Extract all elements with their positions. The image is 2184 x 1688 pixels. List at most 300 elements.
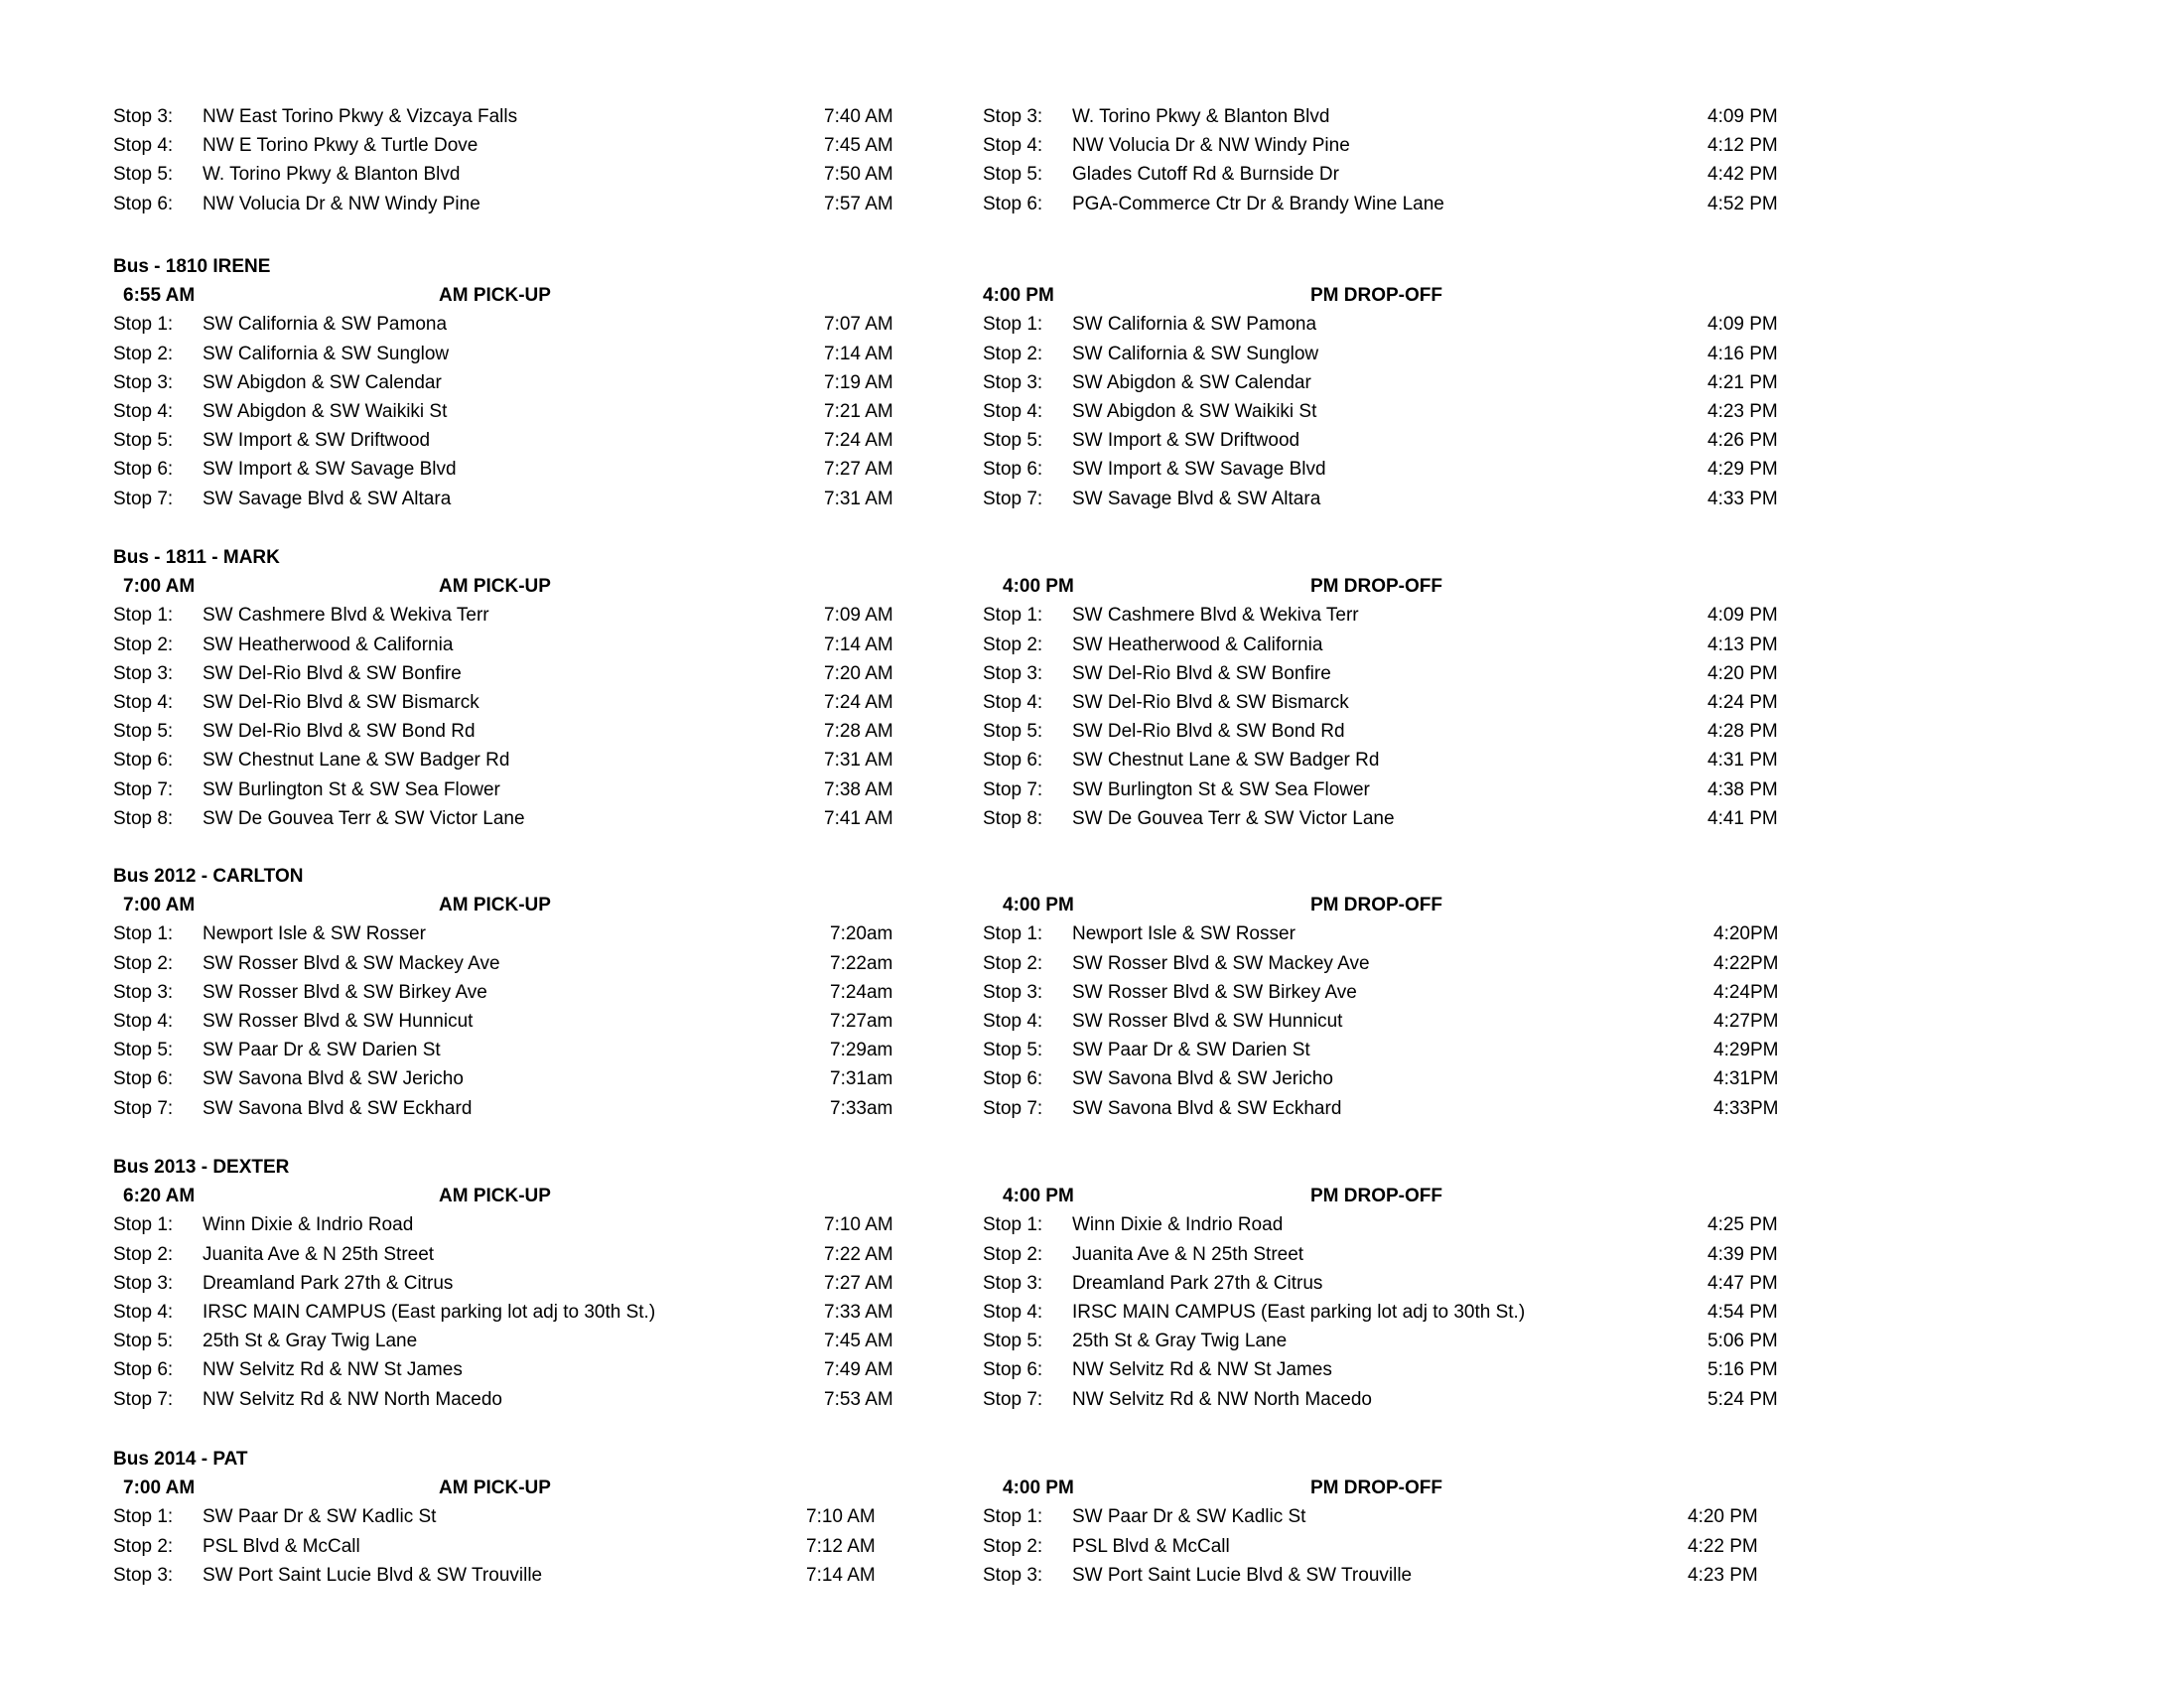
pm-stop-row	[983, 131, 1876, 160]
stop-label: Stop 1:	[983, 1506, 1043, 1528]
stop-address: SW De Gouvea Terr & SW Victor Lane	[203, 807, 525, 829]
pm-stop-row	[983, 1094, 1876, 1123]
stop-address: Newport Isle & SW Rosser	[1072, 923, 1296, 945]
stop-label: Stop 4:	[113, 1011, 174, 1032]
stop-time: 4:29PM	[1713, 1040, 1779, 1061]
stop-time: 7:27 AM	[824, 459, 893, 481]
am-stop-row	[113, 717, 1007, 746]
stop-label: Stop 1:	[983, 314, 1043, 336]
stop-time: 4:22PM	[1713, 952, 1779, 974]
stop-address: Winn Dixie & Indrio Road	[1072, 1214, 1284, 1236]
stop-time: 4:31 PM	[1707, 750, 1778, 772]
stop-time: 7:22 AM	[824, 1243, 893, 1265]
pm-stop-row	[983, 1064, 1876, 1093]
stop-address: SW Abigdon & SW Calendar	[203, 371, 442, 393]
stop-time: 7:53 AM	[824, 1388, 893, 1410]
stop-time: 7:28 AM	[824, 721, 893, 743]
stop-time: 7:29am	[830, 1040, 893, 1061]
am-stop-row	[113, 368, 1007, 397]
stop-address: SW Import & SW Savage Blvd	[1072, 459, 1326, 481]
stop-address: SW Chestnut Lane & SW Badger Rd	[203, 750, 510, 772]
stop-label: Stop 6:	[983, 193, 1043, 214]
am-pickup-title: AM PICK-UP	[439, 1477, 551, 1499]
stop-time: 7:45 AM	[824, 1331, 893, 1352]
pm-stop-row	[983, 659, 1876, 688]
stop-time: 7:24am	[830, 981, 893, 1003]
stop-time: 4:20 PM	[1688, 1506, 1758, 1528]
am-departure-time: 7:00 AM	[123, 895, 196, 916]
stop-address: 25th St & Gray Twig Lane	[1072, 1331, 1288, 1352]
pm-stop-row	[983, 717, 1876, 746]
am-stop-row	[113, 978, 1007, 1007]
stop-label: Stop 7:	[983, 488, 1043, 509]
stop-label: Stop 2:	[983, 952, 1043, 974]
stop-label: Stop 6:	[113, 750, 174, 772]
stop-label: Stop 3:	[113, 1272, 174, 1294]
stop-label: Stop 5:	[113, 721, 174, 743]
stop-label: Stop 1:	[113, 1506, 174, 1528]
stop-label: Stop 1:	[113, 314, 174, 336]
am-pickup-title: AM PICK-UP	[439, 1186, 551, 1207]
stop-address: SW Del-Rio Blvd & SW Bismarck	[1072, 692, 1349, 713]
stop-label: Stop 6:	[113, 1359, 174, 1381]
stop-time: 4:16 PM	[1707, 343, 1778, 364]
am-departure-time: 6:55 AM	[123, 285, 196, 307]
bus-title: Bus 2013 - DEXTER	[113, 1157, 290, 1178]
stop-time: 4:52 PM	[1707, 193, 1778, 214]
am-stop-row	[113, 775, 1007, 804]
pm-header	[1003, 1182, 1698, 1210]
pm-stop-row	[983, 978, 1876, 1007]
stop-time: 5:06 PM	[1707, 1331, 1778, 1352]
stop-time: 4:33 PM	[1707, 488, 1778, 509]
stop-label: Stop 2:	[983, 343, 1043, 364]
pm-stop-row	[983, 1007, 1876, 1036]
am-departure-time: 6:20 AM	[123, 1186, 196, 1207]
am-header	[123, 1474, 818, 1502]
am-pickup-title: AM PICK-UP	[439, 285, 551, 307]
stop-label: Stop 6:	[113, 193, 174, 214]
pm-stop-row	[983, 102, 1876, 131]
stop-time: 4:24PM	[1713, 981, 1779, 1003]
am-stop-row	[113, 1269, 1007, 1298]
am-stop-row	[113, 340, 1007, 368]
bus-title: Bus - 1811 - MARK	[113, 547, 280, 568]
stop-time: 7:20 AM	[824, 662, 893, 684]
stop-time: 7:20am	[830, 923, 893, 945]
stop-address: SW Del-Rio Blvd & SW Bonfire	[203, 662, 462, 684]
pm-departure-time: 4:00 PM	[1003, 1186, 1074, 1207]
stop-address: SW Burlington St & SW Sea Flower	[203, 778, 500, 800]
stop-time: 4:27PM	[1713, 1011, 1779, 1032]
am-departure-time: 7:00 AM	[123, 576, 196, 598]
stop-address: SW Rosser Blvd & SW Mackey Ave	[1072, 952, 1370, 974]
stop-label: Stop 5:	[983, 430, 1043, 452]
pm-header	[1003, 572, 1698, 601]
stop-address: SW Rosser Blvd & SW Hunnicut	[1072, 1011, 1343, 1032]
pm-stop-row	[983, 397, 1876, 426]
pm-stop-row	[983, 1036, 1876, 1064]
stop-label: Stop 2:	[113, 343, 174, 364]
stop-label: Stop 7:	[983, 1388, 1043, 1410]
stop-time: 4:38 PM	[1707, 778, 1778, 800]
stop-label: Stop 1:	[113, 1214, 174, 1236]
pm-stop-row	[983, 804, 1876, 833]
stop-time: 7:57 AM	[824, 193, 893, 214]
am-stop-row	[113, 1036, 1007, 1064]
pm-stop-row	[983, 190, 1876, 218]
stop-time: 4:12 PM	[1707, 135, 1778, 157]
am-stop-row	[113, 131, 1007, 160]
pm-stop-row	[983, 1298, 1876, 1327]
am-stop-row	[113, 1210, 1007, 1239]
pm-stop-row	[983, 310, 1876, 339]
am-stop-row	[113, 949, 1007, 978]
stop-label: Stop 2:	[113, 633, 174, 655]
stop-label: Stop 5:	[983, 721, 1043, 743]
pm-stop-row	[983, 1355, 1876, 1384]
stop-label: Stop 6:	[113, 1068, 174, 1090]
am-stop-row	[113, 190, 1007, 218]
stop-address: SW Heatherwood & California	[203, 633, 454, 655]
stop-time: 7:31 AM	[824, 488, 893, 509]
stop-address: SW Del-Rio Blvd & SW Bonfire	[1072, 662, 1331, 684]
stop-label: Stop 7:	[113, 1388, 174, 1410]
stop-address: SW Paar Dr & SW Kadlic St	[1072, 1506, 1306, 1528]
am-pickup-title: AM PICK-UP	[439, 895, 551, 916]
stop-label: Stop 4:	[113, 1302, 174, 1323]
pm-departure-time: 4:00 PM	[983, 285, 1054, 307]
stop-address: Dreamland Park 27th & Citrus	[203, 1272, 454, 1294]
stop-address: Winn Dixie & Indrio Road	[203, 1214, 414, 1236]
pm-stop-row	[983, 426, 1876, 455]
stop-address: SW Port Saint Lucie Blvd & SW Trouville	[203, 1564, 543, 1586]
am-stop-row	[113, 1240, 1007, 1269]
pm-stop-row	[983, 919, 1876, 948]
am-stop-row	[113, 485, 1007, 513]
stop-address: SW Rosser Blvd & SW Birkey Ave	[1072, 981, 1357, 1003]
stop-label: Stop 2:	[983, 1535, 1043, 1557]
am-pickup-title: AM PICK-UP	[439, 576, 551, 598]
stop-label: Stop 6:	[983, 750, 1043, 772]
stop-address: SW Cashmere Blvd & Wekiva Terr	[1072, 605, 1359, 627]
stop-label: Stop 5:	[983, 1331, 1043, 1352]
stop-address: SW Import & SW Savage Blvd	[203, 459, 457, 481]
am-stop-row	[113, 631, 1007, 659]
pm-dropoff-title: PM DROP-OFF	[1310, 1477, 1442, 1499]
stop-address: Juanita Ave & N 25th Street	[203, 1243, 435, 1265]
stop-label: Stop 3:	[113, 981, 174, 1003]
am-stop-row	[113, 1327, 1007, 1355]
am-stop-row	[113, 426, 1007, 455]
stop-time: 7:24 AM	[824, 692, 893, 713]
bus-title: Bus 2014 - PAT	[113, 1449, 248, 1470]
stop-address: SW Burlington St & SW Sea Flower	[1072, 778, 1370, 800]
stop-label: Stop 4:	[113, 135, 174, 157]
stop-address: SW Cashmere Blvd & Wekiva Terr	[203, 605, 489, 627]
stop-label: Stop 6:	[113, 459, 174, 481]
am-stop-row	[113, 1502, 1007, 1531]
stop-label: Stop 1:	[113, 605, 174, 627]
stop-address: SW Savage Blvd & SW Altara	[203, 488, 452, 509]
pm-stop-row	[983, 1269, 1876, 1298]
pm-stop-row	[983, 160, 1876, 189]
am-stop-row	[113, 804, 1007, 833]
stop-time: 4:09 PM	[1707, 314, 1778, 336]
am-departure-time: 7:00 AM	[123, 1477, 196, 1499]
stop-label: Stop 1:	[983, 1214, 1043, 1236]
stop-time: 7:21 AM	[824, 401, 893, 422]
stop-time: 4:26 PM	[1707, 430, 1778, 452]
pm-dropoff-title: PM DROP-OFF	[1310, 1186, 1442, 1207]
stop-address: SW Chestnut Lane & SW Badger Rd	[1072, 750, 1380, 772]
stop-label: Stop 4:	[113, 401, 174, 422]
stop-address: NW Selvitz Rd & NW St James	[1072, 1359, 1332, 1381]
am-stop-row	[113, 1007, 1007, 1036]
stop-label: Stop 5:	[983, 164, 1043, 186]
stop-address: W. Torino Pkwy & Blanton Blvd	[203, 164, 461, 186]
stop-label: Stop 7:	[113, 1097, 174, 1119]
stop-address: Glades Cutoff Rd & Burnside Dr	[1072, 164, 1339, 186]
stop-address: Dreamland Park 27th & Citrus	[1072, 1272, 1323, 1294]
stop-time: 4:20PM	[1713, 923, 1779, 945]
stop-label: Stop 4:	[983, 1011, 1043, 1032]
stop-time: 4:31PM	[1713, 1068, 1779, 1090]
stop-time: 7:45 AM	[824, 135, 893, 157]
stop-address: SW Import & SW Driftwood	[203, 430, 431, 452]
stop-label: Stop 4:	[983, 692, 1043, 713]
pm-stop-row	[983, 688, 1876, 717]
pm-stop-row	[983, 601, 1876, 630]
stop-address: NW Selvitz Rd & NW North Macedo	[1072, 1388, 1372, 1410]
stop-label: Stop 5:	[113, 164, 174, 186]
stop-label: Stop 3:	[113, 371, 174, 393]
stop-label: Stop 6:	[983, 1068, 1043, 1090]
pm-stop-row	[983, 368, 1876, 397]
stop-time: 7:38 AM	[824, 778, 893, 800]
stop-label: Stop 3:	[983, 371, 1043, 393]
stop-time: 7:10 AM	[824, 1214, 893, 1236]
stop-time: 4:42 PM	[1707, 164, 1778, 186]
pm-header	[1003, 1474, 1698, 1502]
stop-time: 4:21 PM	[1707, 371, 1778, 393]
stop-address: SW California & SW Sunglow	[1072, 343, 1319, 364]
stop-label: Stop 4:	[983, 1302, 1043, 1323]
stop-label: Stop 2:	[113, 1535, 174, 1557]
stop-time: 7:31 AM	[824, 750, 893, 772]
am-stop-row	[113, 1094, 1007, 1123]
stop-address: SW Abigdon & SW Waikiki St	[203, 401, 448, 422]
stop-time: 7:24 AM	[824, 430, 893, 452]
stop-label: Stop 3:	[983, 662, 1043, 684]
pm-stop-row	[983, 1532, 1876, 1561]
am-stop-row	[113, 919, 1007, 948]
stop-address: SW Paar Dr & SW Kadlic St	[203, 1506, 437, 1528]
stop-address: NW Volucia Dr & NW Windy Pine	[203, 193, 480, 214]
stop-time: 7:49 AM	[824, 1359, 893, 1381]
am-stop-row	[113, 659, 1007, 688]
pm-stop-row	[983, 340, 1876, 368]
stop-address: SW Savona Blvd & SW Eckhard	[203, 1097, 473, 1119]
pm-dropoff-title: PM DROP-OFF	[1310, 285, 1442, 307]
bus-title: Bus - 1810 IRENE	[113, 256, 271, 277]
stop-time: 4:29 PM	[1707, 459, 1778, 481]
stop-label: Stop 3:	[113, 106, 174, 127]
stop-time: 7:50 AM	[824, 164, 893, 186]
stop-address: SW California & SW Pamona	[203, 314, 448, 336]
am-stop-row	[113, 688, 1007, 717]
stop-label: Stop 3:	[113, 662, 174, 684]
stop-label: Stop 8:	[113, 807, 174, 829]
stop-time: 7:33am	[830, 1097, 893, 1119]
am-stop-row	[113, 397, 1007, 426]
stop-address: IRSC MAIN CAMPUS (East parking lot adj to 30th St.)	[1072, 1302, 1526, 1323]
stop-time: 4:25 PM	[1707, 1214, 1778, 1236]
stop-time: 4:28 PM	[1707, 721, 1778, 743]
stop-address: SW Port Saint Lucie Blvd & SW Trouville	[1072, 1564, 1413, 1586]
pm-header	[1003, 891, 1698, 919]
stop-time: 4:09 PM	[1707, 106, 1778, 127]
stop-address: Newport Isle & SW Rosser	[203, 923, 426, 945]
stop-label: Stop 2:	[113, 1243, 174, 1265]
stop-address: NW Selvitz Rd & NW North Macedo	[203, 1388, 502, 1410]
pm-stop-row	[983, 455, 1876, 484]
stop-time: 7:33 AM	[824, 1302, 893, 1323]
pm-stop-row	[983, 949, 1876, 978]
stop-label: Stop 7:	[113, 488, 174, 509]
stop-label: Stop 7:	[113, 778, 174, 800]
pm-dropoff-title: PM DROP-OFF	[1310, 895, 1442, 916]
bus-title: Bus 2012 - CARLTON	[113, 866, 304, 887]
stop-time: 4:13 PM	[1707, 633, 1778, 655]
stop-label: Stop 3:	[983, 106, 1043, 127]
am-stop-row	[113, 746, 1007, 774]
stop-address: SW Del-Rio Blvd & SW Bismarck	[203, 692, 479, 713]
stop-address: SW Abigdon & SW Calendar	[1072, 371, 1311, 393]
stop-label: Stop 3:	[983, 1564, 1043, 1586]
stop-label: Stop 1:	[113, 923, 174, 945]
pm-stop-row	[983, 1240, 1876, 1269]
stop-label: Stop 3:	[113, 1564, 174, 1586]
stop-label: Stop 7:	[983, 778, 1043, 800]
stop-label: Stop 5:	[113, 1331, 174, 1352]
am-stop-row	[113, 160, 1007, 189]
stop-label: Stop 2:	[113, 952, 174, 974]
stop-address: PSL Blvd & McCall	[1072, 1535, 1230, 1557]
stop-address: SW De Gouvea Terr & SW Victor Lane	[1072, 807, 1395, 829]
stop-address: W. Torino Pkwy & Blanton Blvd	[1072, 106, 1330, 127]
stop-label: Stop 5:	[983, 1040, 1043, 1061]
stop-address: SW Savage Blvd & SW Altara	[1072, 488, 1321, 509]
stop-label: Stop 3:	[983, 1272, 1043, 1294]
stop-address: SW Rosser Blvd & SW Hunnicut	[203, 1011, 474, 1032]
pm-stop-row	[983, 746, 1876, 774]
stop-label: Stop 7:	[983, 1097, 1043, 1119]
pm-departure-time: 4:00 PM	[1003, 1477, 1074, 1499]
stop-address: SW Del-Rio Blvd & SW Bond Rd	[203, 721, 476, 743]
stop-address: 25th St & Gray Twig Lane	[203, 1331, 418, 1352]
stop-time: 4:23 PM	[1688, 1564, 1758, 1586]
stop-label: Stop 4:	[983, 401, 1043, 422]
stop-time: 7:10 AM	[806, 1506, 876, 1528]
am-stop-row	[113, 1298, 1007, 1327]
stop-time: 7:14 AM	[824, 343, 893, 364]
stop-time: 4:23 PM	[1707, 401, 1778, 422]
stop-address: SW Import & SW Driftwood	[1072, 430, 1300, 452]
pm-stop-row	[983, 1327, 1876, 1355]
stop-time: 7:41 AM	[824, 807, 893, 829]
pm-departure-time: 4:00 PM	[1003, 895, 1074, 916]
stop-label: Stop 1:	[983, 923, 1043, 945]
stop-address: SW Savona Blvd & SW Eckhard	[1072, 1097, 1342, 1119]
stop-label: Stop 5:	[113, 1040, 174, 1061]
stop-address: NW East Torino Pkwy & Vizcaya Falls	[203, 106, 518, 127]
pm-stop-row	[983, 1561, 1876, 1590]
stop-address: SW Savona Blvd & SW Jericho	[1072, 1068, 1333, 1090]
stop-label: Stop 2:	[983, 1243, 1043, 1265]
stop-time: 4:22 PM	[1688, 1535, 1758, 1557]
pm-dropoff-title: PM DROP-OFF	[1310, 576, 1442, 598]
am-header	[123, 1182, 818, 1210]
am-header	[123, 572, 818, 601]
stop-address: IRSC MAIN CAMPUS (East parking lot adj to 30th St.)	[203, 1302, 656, 1323]
stop-time: 7:22am	[830, 952, 893, 974]
stop-label: Stop 8:	[983, 807, 1043, 829]
stop-time: 7:09 AM	[824, 605, 893, 627]
am-stop-row	[113, 102, 1007, 131]
am-stop-row	[113, 1532, 1007, 1561]
am-stop-row	[113, 1561, 1007, 1590]
stop-time: 7:27 AM	[824, 1272, 893, 1294]
am-stop-row	[113, 310, 1007, 339]
pm-departure-time: 4:00 PM	[1003, 576, 1074, 598]
stop-address: SW California & SW Sunglow	[203, 343, 450, 364]
stop-label: Stop 6:	[983, 459, 1043, 481]
stop-time: 7:12 AM	[806, 1535, 876, 1557]
pm-stop-row	[983, 1502, 1876, 1531]
stop-label: Stop 6:	[983, 1359, 1043, 1381]
pm-stop-row	[983, 1385, 1876, 1414]
stop-time: 4:09 PM	[1707, 605, 1778, 627]
stop-time: 5:16 PM	[1707, 1359, 1778, 1381]
stop-address: SW California & SW Pamona	[1072, 314, 1317, 336]
am-stop-row	[113, 1064, 1007, 1093]
stop-time: 7:40 AM	[824, 106, 893, 127]
stop-address: NW Volucia Dr & NW Windy Pine	[1072, 135, 1350, 157]
stop-time: 7:31am	[830, 1068, 893, 1090]
stop-address: Juanita Ave & N 25th Street	[1072, 1243, 1304, 1265]
stop-label: Stop 4:	[113, 692, 174, 713]
stop-address: SW Abigdon & SW Waikiki St	[1072, 401, 1317, 422]
stop-address: PGA-Commerce Ctr Dr & Brandy Wine Lane	[1072, 193, 1444, 214]
am-stop-row	[113, 455, 1007, 484]
stop-time: 7:19 AM	[824, 371, 893, 393]
stop-time: 4:20 PM	[1707, 662, 1778, 684]
stop-time: 7:14 AM	[824, 633, 893, 655]
stop-address: SW Del-Rio Blvd & SW Bond Rd	[1072, 721, 1345, 743]
stop-time: 5:24 PM	[1707, 1388, 1778, 1410]
stop-time: 4:39 PM	[1707, 1243, 1778, 1265]
stop-time: 4:54 PM	[1707, 1302, 1778, 1323]
stop-address: NW Selvitz Rd & NW St James	[203, 1359, 463, 1381]
stop-time: 7:14 AM	[806, 1564, 876, 1586]
am-stop-row	[113, 1385, 1007, 1414]
stop-time: 4:24 PM	[1707, 692, 1778, 713]
stop-time: 4:47 PM	[1707, 1272, 1778, 1294]
stop-address: SW Rosser Blvd & SW Birkey Ave	[203, 981, 487, 1003]
am-header	[123, 891, 818, 919]
stop-time: 7:27am	[830, 1011, 893, 1032]
